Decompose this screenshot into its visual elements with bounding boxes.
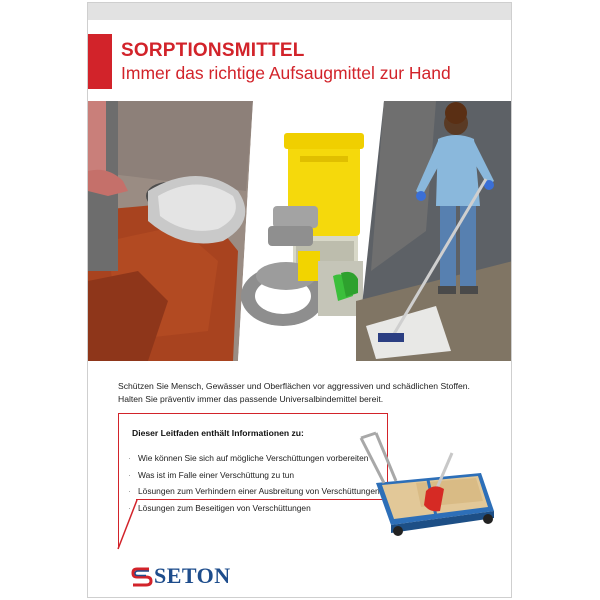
- list-item: · Lösungen zum Beseitigen von Verschüttungen: [128, 502, 311, 513]
- seton-logo-text: SETON: [154, 563, 231, 588]
- photo-banner: [88, 101, 511, 361]
- worker-mopping-photo: [356, 101, 512, 361]
- scoop-powder-photo: [88, 101, 253, 361]
- intro-text: [118, 380, 498, 405]
- top-bar: [88, 3, 511, 20]
- list-item: · Was ist im Falle einer Verschüttung zu tun: [128, 469, 295, 480]
- page-title: SORPTIONSMITTEL: [121, 40, 305, 61]
- spill-cart-image: [356, 423, 496, 538]
- list-item: · Lösungen zum Verhindern einer Ausbreitung von Verschüttungen: [128, 486, 380, 496]
- info-list: [128, 452, 380, 518]
- intro-line-1: Schützen Sie Mensch, Gewässer und Oberflächen vor aggressiven und schädlichen Stoffen.: [118, 381, 470, 391]
- intro-line-2: Halten Sie präventiv immer das passende Universalbindemittel bereit.: [118, 393, 384, 404]
- page-subtitle: Immer das richtige Aufsaugmittel zur Hand: [121, 63, 451, 83]
- list-item: · Wie können Sie sich auf mögliche Verschüttungen vorbereiten: [128, 453, 369, 463]
- brochure-page: [87, 2, 512, 598]
- info-box-heading: Dieser Leitfaden enthält Informationen zu:: [132, 428, 304, 438]
- spill-kit-photo: [238, 101, 368, 361]
- red-accent-bar: [88, 34, 112, 89]
- seton-s-icon: [131, 565, 153, 587]
- seton-logo: [131, 563, 231, 589]
